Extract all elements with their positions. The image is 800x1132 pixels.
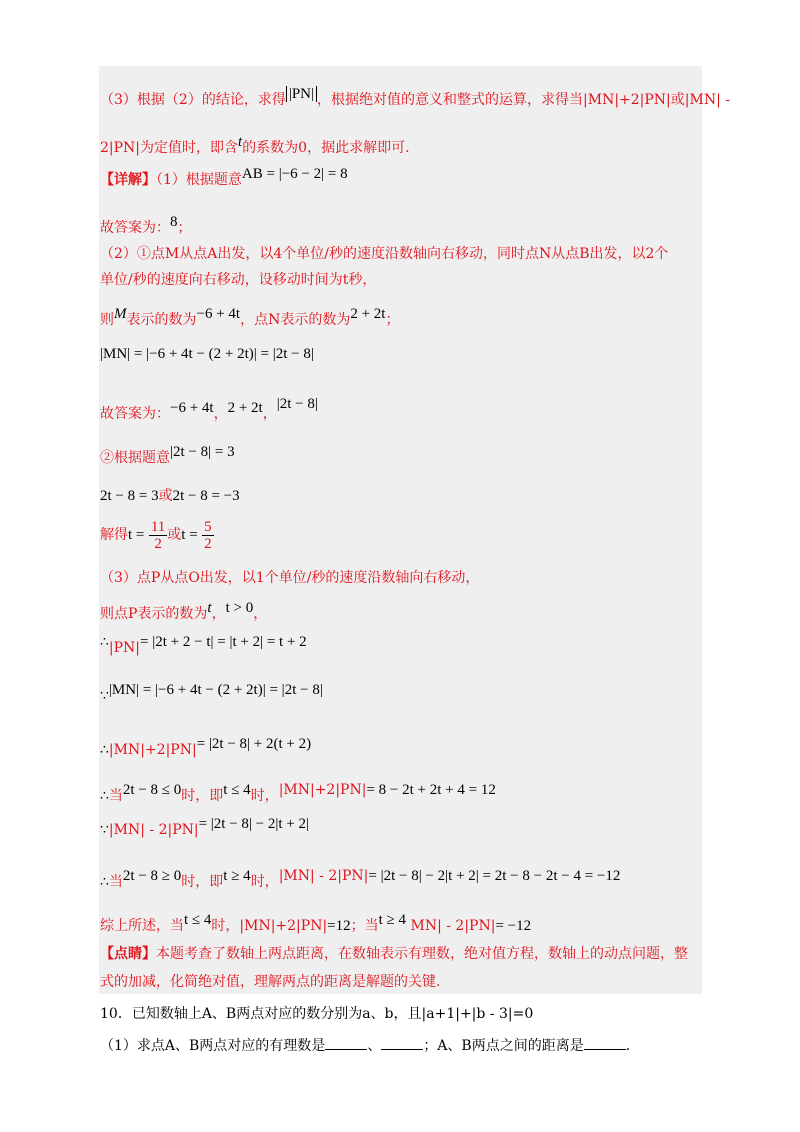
text: ②根据题意 bbox=[100, 450, 170, 466]
text: ；当 bbox=[350, 918, 379, 934]
math-ab: AB = |−6 − 2| = 8 bbox=[241, 166, 348, 182]
answer-line-2 bbox=[100, 394, 318, 424]
text: ， bbox=[262, 406, 277, 422]
text: 时，即 bbox=[181, 874, 224, 890]
part2-sub2-line-3 bbox=[100, 518, 214, 552]
text: 的系数为0，据此求解即可. bbox=[242, 140, 410, 156]
math: M bbox=[114, 306, 127, 322]
fraction-5-2 bbox=[202, 519, 214, 552]
detail-label: 【详解】 bbox=[100, 172, 156, 188]
text: 综上所述，当 bbox=[100, 918, 184, 934]
part3-line-2 bbox=[100, 598, 267, 624]
denominator: 2 bbox=[154, 535, 162, 552]
text: |MN|+2|PN| bbox=[278, 782, 367, 798]
comment-line-2: 式的加减，化简绝对值，理解两点的距离是解题的关键. bbox=[100, 974, 441, 990]
math: = |2t − 8| − 2|t + 2| bbox=[198, 816, 310, 832]
text: 时， bbox=[250, 874, 279, 890]
numerator: 11 bbox=[150, 518, 166, 535]
text: |PN| bbox=[108, 640, 141, 656]
math: |2t − 8| = 3 bbox=[170, 444, 235, 460]
text: 故答案为： bbox=[100, 220, 170, 236]
text: （3）根据（2）的结论，求得 bbox=[100, 92, 286, 108]
text: 或 bbox=[158, 488, 173, 504]
math: 2 + 2t bbox=[350, 306, 386, 322]
text: MN| - 2|PN| bbox=[410, 918, 496, 934]
part2-sub2-line-2 bbox=[100, 486, 240, 506]
therefore-symbol: ∴ bbox=[100, 742, 109, 758]
text: ，点N表示的数为 bbox=[240, 312, 351, 328]
analysis-line-1 bbox=[100, 86, 730, 110]
text: ，根据绝对值的意义和整式的运算，求得当|MN|+2|PN|或|MN| - bbox=[317, 92, 730, 108]
because-symbol: ∵ bbox=[100, 822, 109, 838]
text: ； bbox=[177, 220, 192, 236]
text: . bbox=[625, 1038, 631, 1054]
text: 时， bbox=[250, 788, 279, 804]
comment-label: 【点睛】 bbox=[100, 946, 156, 962]
part3-line-7 bbox=[100, 814, 309, 840]
question-10-stem: 10．已知数轴上A、B两点对应的数分别为a、b，且|a+1|+|b - 3|=0 bbox=[100, 1006, 534, 1022]
text: ， bbox=[211, 606, 226, 622]
math: −6 + 4t bbox=[170, 400, 214, 416]
summary-line bbox=[100, 910, 531, 936]
math: = |2t − 8| − 2|t + 2| = 2t − 8 − 2t − 4 = −12 bbox=[368, 868, 621, 884]
math: 2t − 8 ≥ 0 bbox=[122, 868, 182, 884]
math: t = bbox=[181, 527, 198, 543]
text: ， bbox=[253, 606, 268, 622]
text: 当 bbox=[108, 874, 123, 890]
part2-sub2-line-1 bbox=[100, 442, 235, 468]
part2-line-2: 单位/秒的速度向右移动，设移动时间为t秒， bbox=[100, 272, 377, 288]
math: t > 0 bbox=[225, 600, 254, 616]
therefore-symbol: ∴ bbox=[100, 634, 109, 650]
math: = |2t + 2 − t| = |t + 2| = t + 2 bbox=[140, 634, 307, 650]
math: t ≥ 4 bbox=[223, 868, 251, 884]
comment-line-1 bbox=[100, 944, 688, 964]
therefore-symbol: ∴ bbox=[100, 788, 109, 804]
text: 故答案为： bbox=[100, 406, 170, 422]
text: 当 bbox=[108, 788, 123, 804]
answer-blank-b[interactable] bbox=[381, 1037, 423, 1050]
math-t: t bbox=[238, 134, 243, 150]
text: |MN|+2|PN| bbox=[108, 742, 197, 758]
text: （1）根据题意 bbox=[156, 172, 242, 188]
text: 2|PN|为定值时，即含 bbox=[100, 140, 239, 156]
therefore-symbol: ∴ bbox=[100, 874, 109, 890]
math: t ≥ 4 bbox=[378, 912, 407, 928]
text: |MN| - 2|PN| bbox=[278, 868, 369, 884]
math: 2t − 8 = −3 bbox=[172, 488, 240, 504]
math: = −12 bbox=[495, 918, 532, 934]
text: 表示的数为 bbox=[126, 312, 197, 328]
detail-line-1 bbox=[100, 164, 348, 190]
math: 2t − 8 ≤ 0 bbox=[122, 782, 182, 798]
text: 时，即 bbox=[181, 788, 224, 804]
text: 时，|MN|+2|PN| bbox=[211, 918, 328, 934]
text: ； bbox=[385, 312, 400, 328]
text: 或 bbox=[167, 527, 182, 543]
denominator: 2 bbox=[204, 535, 212, 552]
part3-line-6 bbox=[100, 780, 496, 806]
text: 则点P表示的数为 bbox=[100, 606, 208, 622]
numerator: 5 bbox=[204, 518, 212, 535]
text: 解得 bbox=[100, 527, 128, 543]
text: （1）求点A、B两点对应的有理数是 bbox=[100, 1038, 326, 1054]
math: t bbox=[207, 600, 212, 616]
text: |MN| - 2|PN| bbox=[108, 822, 199, 838]
part2-equation-mn: |MN| = |−6 + 4t − (2 + 2t)| = |2t − 8| bbox=[100, 346, 314, 362]
math: = |2t − 8| + 2(t + 2) bbox=[196, 736, 312, 752]
part2-line-1: （2）①点M从点A出发，以4个单位/秒的速度沿数轴向右移动，同时点N从点B出发，以2个 bbox=[100, 246, 669, 262]
part3-line-4 bbox=[100, 680, 323, 706]
math: =12 bbox=[327, 918, 351, 934]
part3-line-3 bbox=[100, 632, 307, 658]
math: 2 + 2t bbox=[227, 400, 263, 416]
math-pn: |PN| bbox=[286, 86, 317, 102]
part2-line-3 bbox=[100, 304, 399, 330]
part3-line-1: （3）点P从点O出发，以1个单位/秒的速度沿数轴向右移动， bbox=[100, 570, 480, 586]
answer-line-1 bbox=[100, 212, 192, 238]
text: ；A、B两点之间的距离是 bbox=[423, 1038, 584, 1054]
math: = 8 − 2t + 2t + 4 = 12 bbox=[366, 782, 496, 798]
math: −6 + 4t bbox=[196, 306, 241, 322]
math: 8 bbox=[170, 214, 178, 230]
math: t = bbox=[128, 527, 145, 543]
question-10-part1 bbox=[100, 1036, 630, 1056]
math: |MN| = |−6 + 4t − (2 + 2t)| = |2t − 8| bbox=[108, 682, 323, 698]
because-symbol: ∵ bbox=[100, 688, 109, 704]
answer-blank-distance[interactable] bbox=[584, 1037, 626, 1050]
math: t ≤ 4 bbox=[184, 912, 212, 928]
fraction-11-2 bbox=[149, 519, 167, 552]
math: |2t − 8| bbox=[276, 396, 318, 412]
math: 2t − 8 = 3 bbox=[100, 488, 159, 504]
text: 则 bbox=[100, 312, 114, 328]
part3-line-8 bbox=[100, 866, 620, 892]
answer-blank-a[interactable] bbox=[325, 1037, 367, 1050]
text: ， bbox=[213, 406, 228, 422]
text: 本题考查了数轴上两点距离，在数轴表示有理数，绝对值方程，数轴上的动点问题，整 bbox=[156, 946, 688, 962]
math: t ≤ 4 bbox=[223, 782, 251, 798]
text: 、 bbox=[367, 1038, 382, 1054]
part3-line-5 bbox=[100, 734, 311, 760]
analysis-line-2 bbox=[100, 132, 410, 158]
